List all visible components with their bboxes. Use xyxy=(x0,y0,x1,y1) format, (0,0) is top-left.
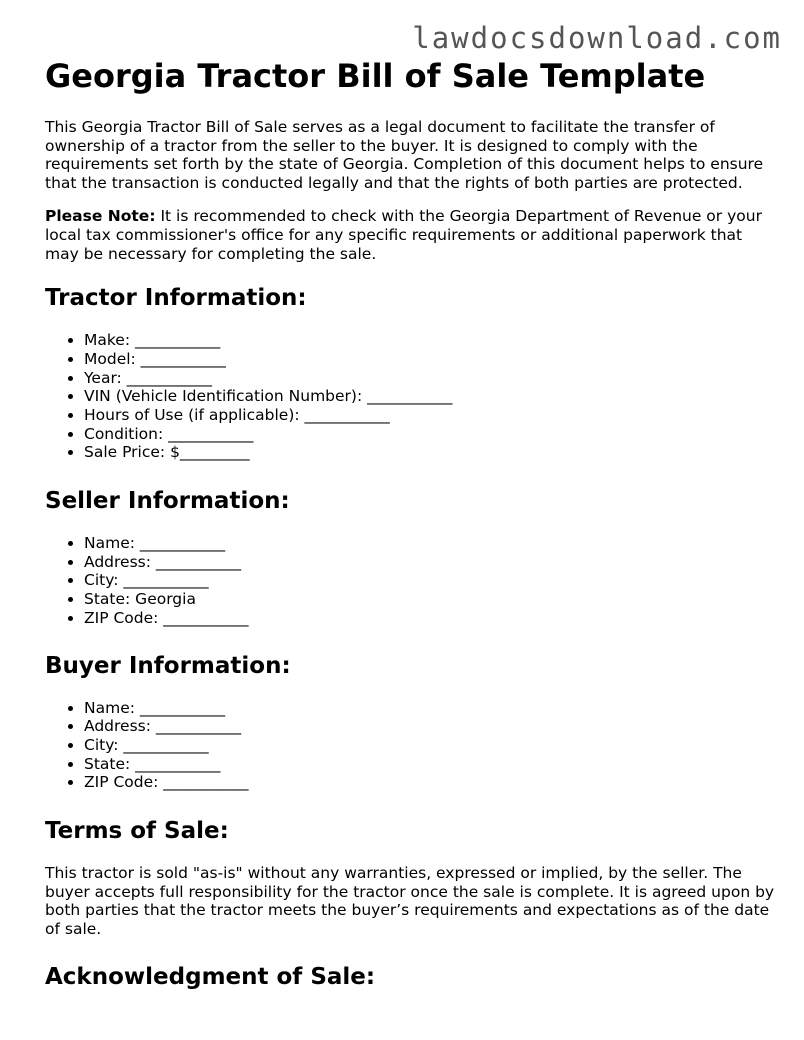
tractor-hours-field: • Hours of Use (if applicable): ___________ xyxy=(84,406,775,425)
watermark: lawdocsdownload.com xyxy=(412,21,782,55)
seller-city-field: • City: ___________ xyxy=(84,571,775,590)
tractor-heading: Tractor Information: xyxy=(45,285,307,312)
buyer-list xyxy=(45,699,775,793)
buyer-address-field: • Address: ___________ xyxy=(84,717,775,736)
seller-address-field: • Address: ___________ xyxy=(84,553,775,572)
seller-zip-field: • ZIP Code: ___________ xyxy=(84,609,775,628)
document-body xyxy=(45,56,775,991)
note-label: Please Note: xyxy=(45,207,156,226)
note-text: It is recommended to check with the Georgia Department of Revenue or your local tax commissioner's office for any specific requirements or additional paperwork that may be necessary for completing the sale. xyxy=(45,207,762,263)
seller-list xyxy=(45,534,775,628)
buyer-state-field: • State: ___________ xyxy=(84,755,775,774)
tractor-vin-field: • VIN (Vehicle Identification Number): ___________ xyxy=(84,387,775,406)
tractor-model-field: • Model: ___________ xyxy=(84,350,775,369)
intro-paragraph: This Georgia Tractor Bill of Sale serves as a legal document to facilitate the transfer of ownership of a tractor from the seller to the buyer. It is designed to comply with the requirements set forth by the state of Georgia. Completion of this document helps to ensure that the transaction is conducted legally and that the rights of both parties are protected. xyxy=(45,118,764,192)
tractor-price-field: • Sale Price: $_________ xyxy=(84,443,775,462)
note-paragraph xyxy=(45,207,775,263)
terms-paragraph: This tractor is sold "as-is" without any warranties, expressed or implied, by the seller. The buyer accepts full responsibility for the tractor once the sale is complete. It is agreed upon by both parties that the tractor meets the buyer’s requirements and expectations as of the date of sale. xyxy=(45,864,775,938)
tractor-list xyxy=(45,331,775,462)
buyer-name-field: • Name: ___________ xyxy=(84,699,775,718)
tractor-condition-field: • Condition: ___________ xyxy=(84,425,775,444)
buyer-heading: Buyer Information: xyxy=(45,652,291,679)
buyer-zip-field: • ZIP Code: ___________ xyxy=(84,773,775,792)
acknowledgment-heading: Acknowledgment of Sale: xyxy=(45,964,376,991)
tractor-make-field: • Make: ___________ xyxy=(84,331,775,350)
seller-state-field: • State: Georgia xyxy=(84,590,775,609)
buyer-city-field: • City: ___________ xyxy=(84,736,775,755)
terms-heading: Terms of Sale: xyxy=(45,818,229,845)
seller-name-field: • Name: ___________ xyxy=(84,534,775,553)
page-title: Georgia Tractor Bill of Sale Template xyxy=(45,57,706,95)
seller-heading: Seller Information: xyxy=(45,488,290,515)
tractor-year-field: • Year: ___________ xyxy=(84,369,775,388)
